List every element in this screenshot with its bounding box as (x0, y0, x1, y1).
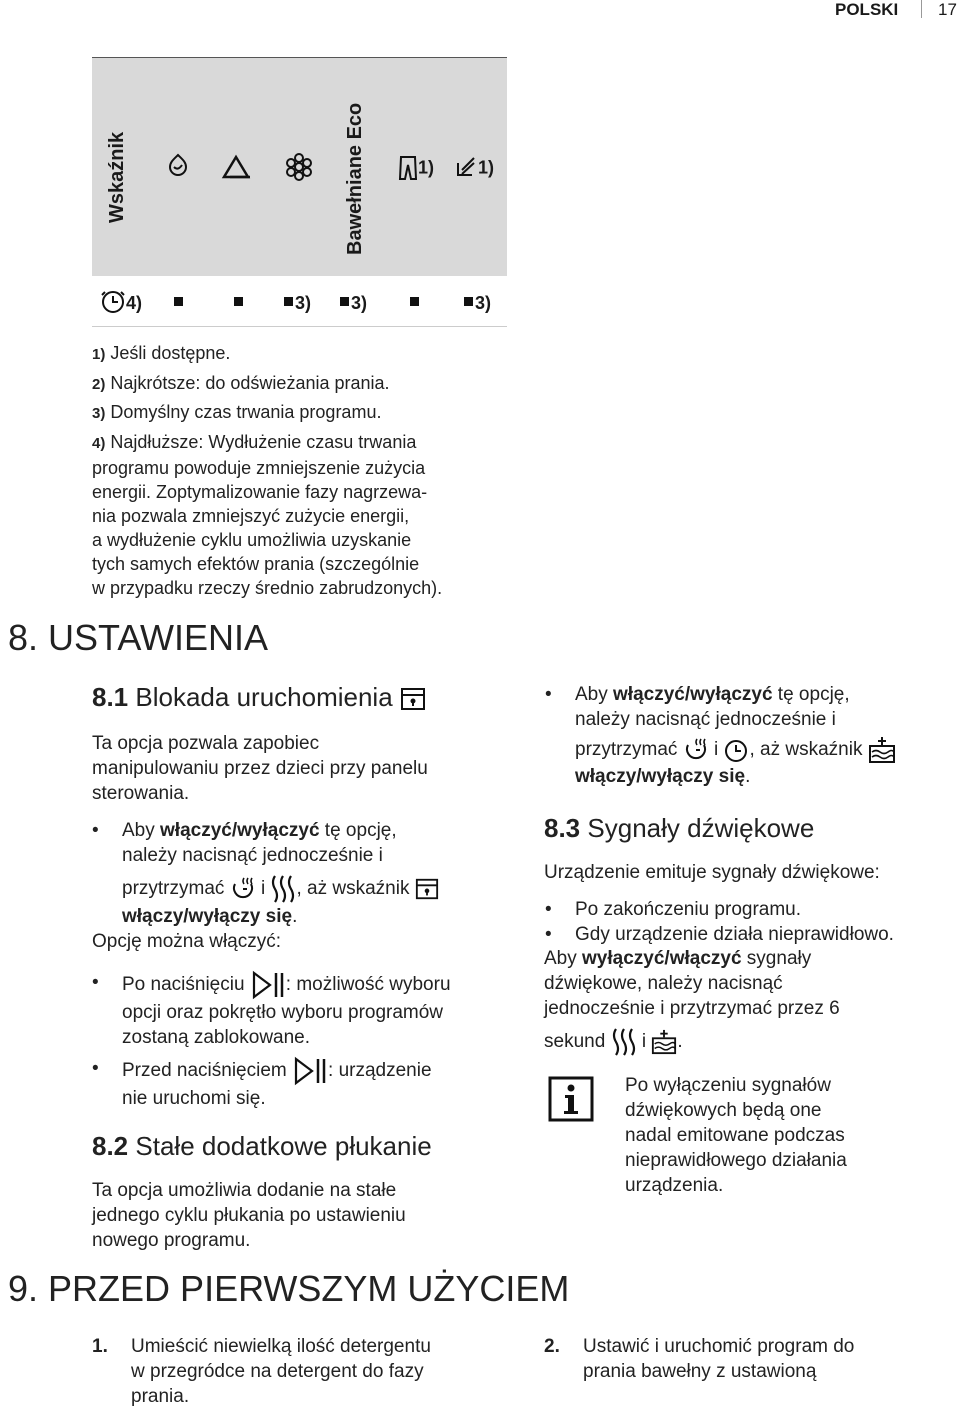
footnote-2: 2) Najkrótsze: do odświeżania prania. (92, 373, 390, 393)
s83-bullet-error: • Gdy urządzenie działa nieprawidłowo. (575, 922, 894, 947)
extra-rinse-icon (868, 736, 896, 764)
section-title-9: 9. PRZED PIERWSZYM UŻYCIEM (8, 1268, 570, 1309)
subsection-title-8-3: 8.3 Sygnały dźwiękowe (544, 813, 815, 843)
row-sup-note: 3) (295, 293, 312, 313)
footnote-4: 4) Najdłuższe: Wydłużenie czasu trwania programu powoduje zmniejszenie zużycia energii. Zoptymalizowanie fazy nagrzewa- nia pozwala zmniejszyć zużycie energii, a wydłużenie cyklu umożliwia uzyskanie tych samych efektów prania (szczególnie w przypadku rzeczy średnio zabrudzonych). (92, 432, 443, 598)
step-1-number: 1. (92, 1336, 108, 1357)
s82-bullet-toggle: • Aby włączyć/wyłączyć tę opcję, należy nacisnąć jednocześnie i przytrzymać i , aż wskaźnik włączy/wyłączy się. (575, 682, 896, 789)
step-2-number: 2. (544, 1336, 560, 1357)
steam-timer-icon (683, 737, 709, 763)
s83-intro: Urządzenie emituje sygnały dźwiękowe: (544, 862, 880, 883)
extra-rinse-icon (651, 1029, 677, 1055)
s81-intro: Ta opcja pozwala zapobiec manipulowaniu przez dzieci przy panelu sterowania. (92, 733, 428, 804)
program-name: Bawełniane Eco (344, 102, 366, 255)
s83-disable-text: Aby wyłączyć/włączyć sygnały dźwiękowe, należy nacisnąć jednocześnie i przytrzymać przez 6 sekund i . (544, 946, 840, 1057)
subsection-title-8-1: 8.1 Blokada uruchomienia (92, 682, 426, 713)
table-cell-mark (410, 297, 419, 306)
stain-icon (167, 153, 189, 177)
header-divider (921, 0, 922, 18)
s81-can-enable: Opcję można włączyć: (92, 931, 282, 952)
s82-text: Ta opcja umożliwia dodanie na stałe jednego cyklu płukania po ustawieniu nowego programu. (92, 1180, 406, 1251)
table-cell-mark (284, 297, 293, 306)
time-manager-icon (230, 876, 256, 902)
steam-icon (611, 1027, 637, 1057)
indicator-table (92, 57, 507, 331)
page-number: 17 (938, 0, 957, 19)
flower-icon (286, 153, 312, 181)
steam-icon (270, 874, 296, 904)
subsection-title-8-2: 8.2 Stałe dodatkowe płukanie (92, 1131, 432, 1161)
footnote-3: 3) Domyślny czas trwania programu. (92, 402, 382, 422)
table-cell-mark (464, 297, 473, 306)
table-cell-mark (174, 297, 183, 306)
row-sup-note: 4) (126, 293, 143, 313)
info-note: Po wyłączeniu sygnałów dźwiękowych będą one nadal emitowane podczas nieprawidłowego działania urządzenia. (625, 1075, 847, 1196)
s81-bullet-before-start: • Przed naciśnięciem : urządzenie nie uruchomi się. (122, 1056, 432, 1111)
footnote-1: 1) Jeśli dostępne. (92, 343, 231, 363)
info-icon (548, 1076, 594, 1122)
outdoor-icon (454, 155, 494, 181)
sup-note: 1) (478, 157, 495, 178)
section-title-8: 8. USTAWIENIA (8, 617, 269, 658)
s81-bullet-toggle: • Aby włączyć/wyłączyć tę opcję, należy nacisnąć jednocześnie i przytrzymać i , aż wskaźnik włączy/wyłączy się. (122, 818, 439, 929)
language-label: POLSKI (835, 0, 899, 19)
row-sup-note: 3) (475, 293, 492, 313)
iron-icon (220, 153, 252, 181)
table-divider (92, 326, 507, 327)
table-header (92, 57, 507, 276)
table-cell-mark (340, 297, 349, 306)
s81-bullet-after-start: • Po naciśnięciu : możliwość wyboru opcji oraz pokrętło wyboru programów zostaną zablokowane. (122, 970, 451, 1050)
s83-bullet-end: • Po zakończeniu programu. (575, 897, 801, 922)
start-pause-icon (292, 1056, 328, 1086)
jeans-icon (398, 155, 434, 181)
time-manager-icon (100, 289, 126, 315)
table-cell-mark (234, 297, 243, 306)
start-pause-icon (250, 970, 286, 1000)
step-1-text: Umieścić niewielką ilość detergentu w przegródce na detergent do fazy prania. (131, 1336, 431, 1407)
row-sup-note: 3) (351, 293, 368, 313)
child-lock-icon (400, 686, 426, 712)
sup-note: 1) (418, 157, 435, 178)
step-2-text: Ustawić i uruchomić program do prania bawełny z ustawioną (583, 1336, 855, 1382)
child-lock-icon (415, 877, 439, 901)
time-manager-icon (723, 737, 749, 763)
column-header-indicator: Wskaźnik (106, 131, 128, 223)
